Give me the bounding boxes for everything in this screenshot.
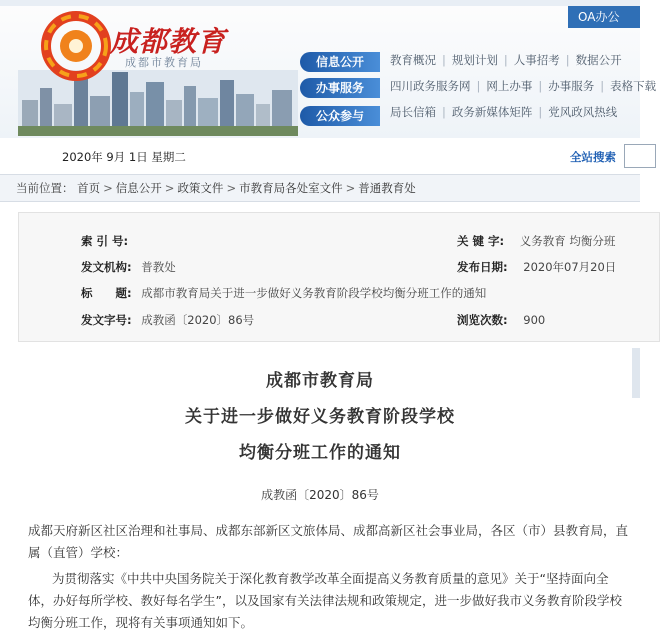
nav-link[interactable]: 人事招考 (513, 53, 560, 67)
nav-link[interactable]: 教育概况 (390, 53, 436, 67)
nav-link[interactable]: 政务新媒体矩阵 (451, 105, 533, 119)
breadcrumb-item[interactable]: 政策文件 (177, 181, 224, 195)
site-logo-icon[interactable] (40, 10, 112, 82)
nav-link[interactable]: 数据公开 (575, 53, 622, 67)
breadcrumb-separator: > (226, 181, 237, 195)
info-label: 发文字号: (81, 313, 132, 327)
site-subtitle: 成都市教育局 (125, 56, 203, 69)
breadcrumb (16, 180, 416, 196)
nav-separator: | (565, 53, 570, 67)
nav-separator: | (600, 79, 605, 93)
info-label: 发布日期: (457, 260, 508, 274)
nav-row-2 (390, 78, 656, 94)
breadcrumb-separator: > (164, 181, 175, 195)
info-index (81, 233, 128, 249)
info-value: 2020年07月20日 (523, 260, 617, 274)
nav-link[interactable]: 党风政风热线 (548, 105, 618, 119)
header-top-stripe (0, 0, 640, 6)
article-recipients: 成都天府新区社区治理和社事局、成都东部新区文旅体局、成都高新区社会事业局，各区（市）县教育局，直属（直管）学校： (28, 523, 629, 560)
breadcrumb-bar (0, 174, 640, 202)
info-label: 浏览次数: (457, 313, 508, 327)
quick-link-participation[interactable]: 公众参与 (300, 106, 380, 126)
document-info-table (18, 212, 660, 342)
nav-separator: | (442, 53, 446, 67)
info-publish-date (457, 259, 616, 275)
info-label: 关 键 字: (457, 234, 505, 248)
info-label: 标 题: (81, 286, 132, 300)
info-value: 成教函〔2020〕86号 (141, 313, 255, 327)
info-label: 发文机构: (81, 260, 132, 274)
quick-link-info-public[interactable]: 信息公开 (300, 52, 380, 72)
nav-link[interactable]: 表格下载 (610, 79, 657, 93)
info-title (81, 285, 486, 301)
info-view-count (457, 312, 545, 328)
nav-link[interactable]: 局长信箱 (390, 105, 436, 119)
oa-office-link[interactable]: OA办公 (568, 6, 640, 28)
info-issuer (81, 259, 176, 275)
nav-separator: | (442, 105, 446, 119)
nav-row-1 (390, 52, 622, 68)
breadcrumb-item[interactable]: 普通教育处 (358, 181, 416, 195)
breadcrumb-item[interactable]: 市教育局各处室文件 (239, 181, 343, 195)
date-search-bar (0, 138, 640, 174)
breadcrumb-separator: > (103, 181, 113, 195)
info-value: 成都市教育局关于进一步做好义务教育阶段学校均衡分班工作的通知 (141, 286, 487, 300)
nav-link[interactable]: 网上办事 (486, 79, 533, 93)
nav-link[interactable]: 规划计划 (451, 53, 498, 67)
site-header (0, 0, 657, 138)
quick-link-services[interactable]: 办事服务 (300, 78, 380, 98)
article-title-line: 均衡分班工作的通知 (239, 443, 401, 463)
nav-row-3 (390, 104, 617, 120)
info-value: 义务教育 均衡分班 (519, 234, 616, 248)
breadcrumb-item[interactable]: 信息公开 (115, 181, 162, 195)
info-keywords (457, 233, 615, 249)
info-label: 索 引 号: (81, 234, 129, 248)
info-value: 900 (523, 313, 546, 327)
article-doc-number: 成教函〔2020〕86号 (261, 488, 379, 502)
article-title-line: 成都市教育局 (266, 371, 374, 391)
breadcrumb-prefix: 当前位置： (16, 181, 74, 195)
nav-link[interactable]: 办事服务 (548, 79, 595, 93)
info-value: 普教处 (141, 260, 176, 274)
site-search-input[interactable] (624, 144, 656, 168)
nav-separator: | (476, 79, 481, 93)
nav-separator: | (503, 53, 508, 67)
info-doc-number (81, 312, 254, 328)
site-search-label[interactable]: 全站搜索 (570, 150, 616, 164)
nav-link[interactable]: 四川政务服务网 (390, 79, 471, 93)
nav-separator: | (538, 79, 543, 93)
breadcrumb-separator: > (345, 181, 356, 195)
nav-separator: | (538, 105, 543, 119)
article-paragraph: 为贯彻落实《中共中央国务院关于深化教育教学改革全面提高义务教育质量的意见》关于“坚持面向全体，办好每所学校、教好每名学生”，以及国家有关法律法规和政策规定，进一步做好我市义务教育阶段学校均衡分班工作，现将有关事项通知如下。 (28, 571, 622, 630)
scrollbar-thumb[interactable] (632, 348, 640, 398)
current-date: 2020年 9月 1日 星期二 (62, 150, 186, 164)
article-title-line: 关于进一步做好义务教育阶段学校 (185, 407, 455, 427)
site-name[interactable]: 成都教育 (110, 25, 227, 58)
breadcrumb-item[interactable]: 首页 (77, 181, 101, 195)
article-body (0, 348, 640, 641)
